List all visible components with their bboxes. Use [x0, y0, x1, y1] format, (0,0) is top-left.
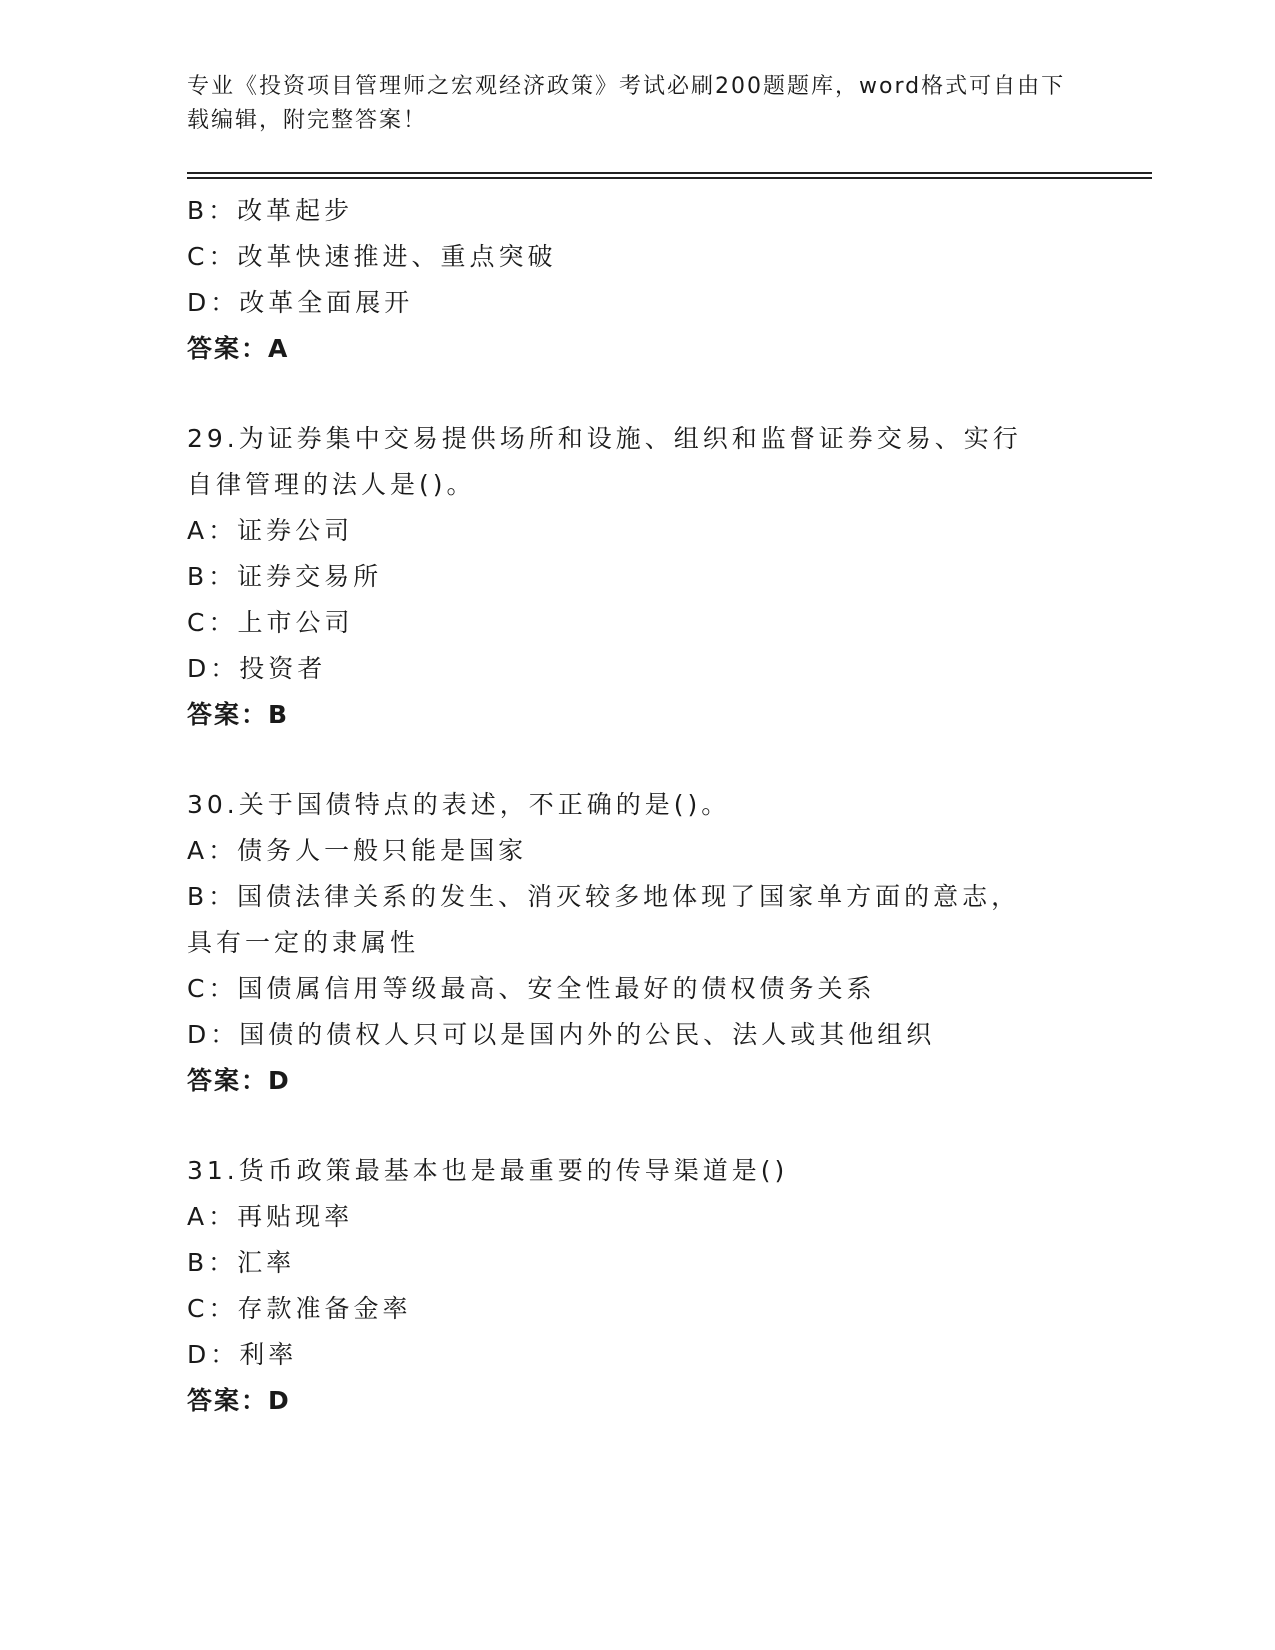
question-28-continued	[187, 188, 1087, 372]
answer-line: 答案：D	[187, 1386, 291, 1415]
option-d: D：利率	[187, 1340, 298, 1369]
option-b: B：汇率	[187, 1248, 296, 1277]
option-d: D：国债的债权人只可以是国内外的公民、法人或其他组织	[187, 1020, 936, 1049]
option-c: C：改革快速推进、重点突破	[187, 242, 557, 271]
question-stem: 31.货币政策最基本也是最重要的传导渠道是()	[187, 1156, 789, 1185]
answer-line: 答案：D	[187, 1066, 291, 1095]
option-c: C：国债属信用等级最高、安全性最好的债权债务关系	[187, 974, 876, 1003]
option-d: D：改革全面展开	[187, 288, 414, 317]
question-30	[187, 782, 1087, 1104]
option-b: B：证券交易所	[187, 562, 383, 591]
option-a: A：债务人一般只能是国家	[187, 836, 528, 865]
question-29	[187, 416, 1087, 738]
option-b: B：国债法律关系的发生、消灭较多地体现了国家单方面的意志，具有一定的隶属性	[187, 882, 1021, 957]
header-rule-top	[187, 172, 1152, 174]
option-d: D：投资者	[187, 654, 327, 683]
option-c: C：存款准备金率	[187, 1294, 412, 1323]
document-header: 专业《投资项目管理师之宏观经济政策》考试必刷200题题库，word格式可自由下载编辑，附完整答案！	[187, 74, 1066, 133]
header-rule-bottom	[187, 177, 1152, 179]
answer-line: 答案：B	[187, 700, 290, 729]
option-a: A：证券公司	[187, 516, 354, 545]
question-31	[187, 1148, 1087, 1424]
option-c: C：上市公司	[187, 608, 354, 637]
question-stem: 30.关于国债特点的表述，不正确的是()。	[187, 790, 731, 819]
option-b: B：改革起步	[187, 196, 354, 225]
option-a: A：再贴现率	[187, 1202, 354, 1231]
document-body	[187, 188, 1087, 1424]
answer-line: 答案：A	[187, 334, 290, 363]
question-stem: 29.为证券集中交易提供场所和设施、组织和监督证券交易、实行自律管理的法人是()。	[187, 424, 1022, 499]
